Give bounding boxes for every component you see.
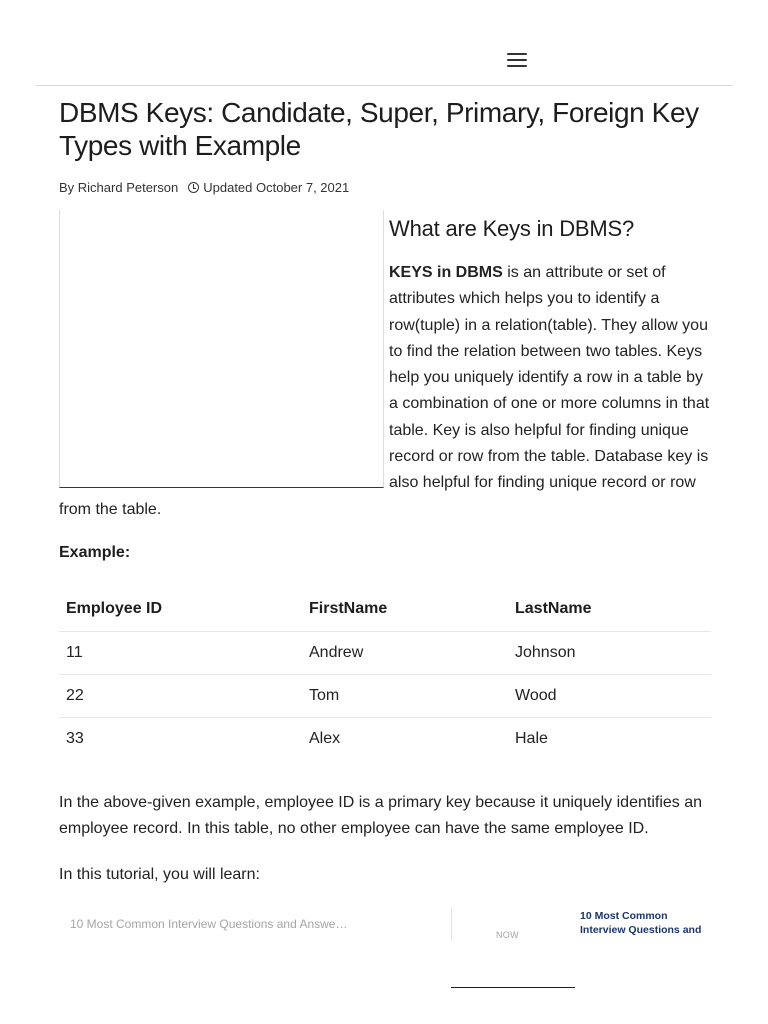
table-cell: Tom (302, 674, 508, 717)
table-cell: Johnson (508, 631, 711, 674)
employee-table (59, 588, 711, 760)
float-spacer (59, 260, 389, 496)
clock-icon (188, 182, 199, 193)
table-row (59, 631, 711, 674)
tutorial-intro: In this tutorial, you will learn: (59, 866, 260, 883)
bottom-divider (451, 987, 575, 988)
column-header: LastName (508, 588, 711, 631)
byline (59, 180, 349, 196)
table-row (59, 717, 711, 760)
example-label: Example: (59, 544, 131, 561)
column-header: Employee ID (59, 588, 302, 631)
author-link[interactable]: By Richard Peterson (59, 180, 179, 195)
intro-paragraph (59, 260, 713, 523)
table-cell: 22 (59, 674, 302, 717)
table-cell: Alex (309, 729, 341, 747)
related-video-widget[interactable] (59, 906, 713, 946)
table-cell: Andrew (302, 631, 508, 674)
updated-date: Updated October 7, 2021 (203, 180, 350, 195)
table-row (59, 674, 711, 717)
section-heading: What are Keys in DBMS? (389, 216, 635, 241)
intro-bold: KEYS in DBMS (389, 264, 503, 281)
intro-text: is an attribute or set of attributes which helps you to identify a row(tuple) in a relation(table). They allow you to find the relation between two tables. Keys help you uniquely identify a row in a table by a combination of one or more columns in that table. Key is also helpful for finding unique record or row from the table. Database key is also helpful for finding unique record or row from the table. (59, 264, 710, 518)
table-cell: 33 (66, 729, 84, 747)
widget-link-text[interactable]: 10 Most Common Interview Questions and Answe… (70, 917, 348, 931)
column-header: FirstName (302, 588, 508, 631)
now-label: NOW (496, 930, 519, 940)
table-header-row (59, 588, 711, 631)
explanation-paragraph: In the above-given example, employee ID is a primary key because it uniquely identifies an employee record. In this table, no other employee can have the same employee ID. (59, 794, 703, 837)
top-bar (36, 0, 733, 86)
widget-title[interactable]: 10 Most Common Interview Questions and (580, 910, 702, 936)
hamburger-menu-icon[interactable] (505, 49, 529, 71)
table-cell: Hale (515, 729, 548, 747)
table-cell: 11 (59, 631, 302, 674)
page-title: DBMS Keys: Candidate, Super, Primary, Foreign Key Types with Example (59, 97, 699, 161)
widget-divider (451, 907, 452, 941)
table-cell: Wood (508, 674, 711, 717)
